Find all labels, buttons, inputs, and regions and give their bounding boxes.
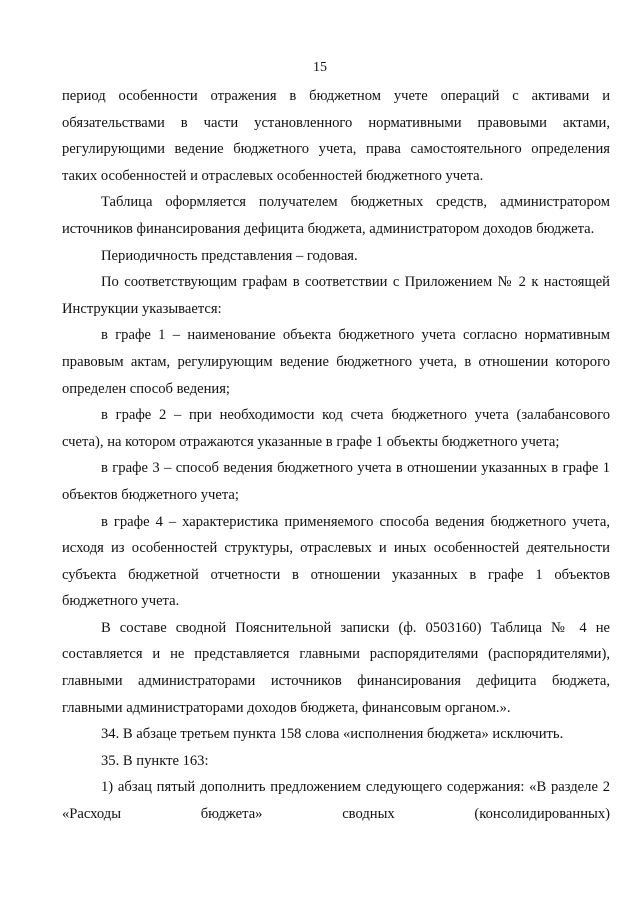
paragraph-8: в графе 4 – характеристика применяемого способа ведения бюджетного учета, исходя из особенностей структуры, отраслевых и иных особенностей деятельности субъекта бюджетной отчетности в отношении указанных в графе 1 объектов бюджетного учета. <box>62 513 610 610</box>
paragraph-2: Таблица оформляется получателем бюджетных средств, администратором источников финансирования дефицита бюджета, администратором доходов бюджета. <box>62 194 610 237</box>
paragraph-12: 1) абзац пятый дополнить предложением следующего содержания: «В разделе 2 «Расходы бюджета» сводных (консолидированных) <box>62 779 610 823</box>
paragraph-7: в графе 3 – способ ведения бюджетного учета в отношении указанных в графе 1 объектов бюджетного учета; <box>62 460 610 503</box>
paragraph-11: 35. В пункте 163: <box>101 752 209 769</box>
document-body <box>62 83 610 828</box>
page-number: 15 <box>313 60 327 75</box>
paragraph-5: в графе 1 – наименование объекта бюджетного учета согласно нормативным правовым актам, регулирующим ведение бюджетного учета, в отношении которого определен способ ведения; <box>62 327 610 397</box>
paragraph-6: в графе 2 – при необходимости код счета бюджетного учета (залабансового счета), на котором отражаются указанные в графе 1 объекты бюджетного учета; <box>62 407 610 450</box>
paragraph-10: 34. В абзаце третьем пункта 158 слова «исполнения бюджета» исключить. <box>101 726 564 743</box>
paragraph-1: период особенности отражения в бюджетном учете операций с активами и обязательствами в части установленного нормативными правовыми актами, регулирующими ведение бюджетного учета, права самостоятельного определения таких особенностей и отраслевых особенностей бюджетного учета. <box>62 88 610 184</box>
paragraph-9: В составе сводной Пояснительной записки (ф. 0503160) Таблица № 4 не составляется и не представляется главными распорядителями (распорядителями), главными администраторами источников финансирования дефицита бюджета, главными администраторами доходов бюджета, финансовым органом.». <box>62 619 610 716</box>
paragraph-3: Периодичность представления – годовая. <box>101 247 358 264</box>
paragraph-4: По соответствующим графам в соответствии с Приложением № 2 к настоящей Инструкции указывается: <box>62 274 610 317</box>
